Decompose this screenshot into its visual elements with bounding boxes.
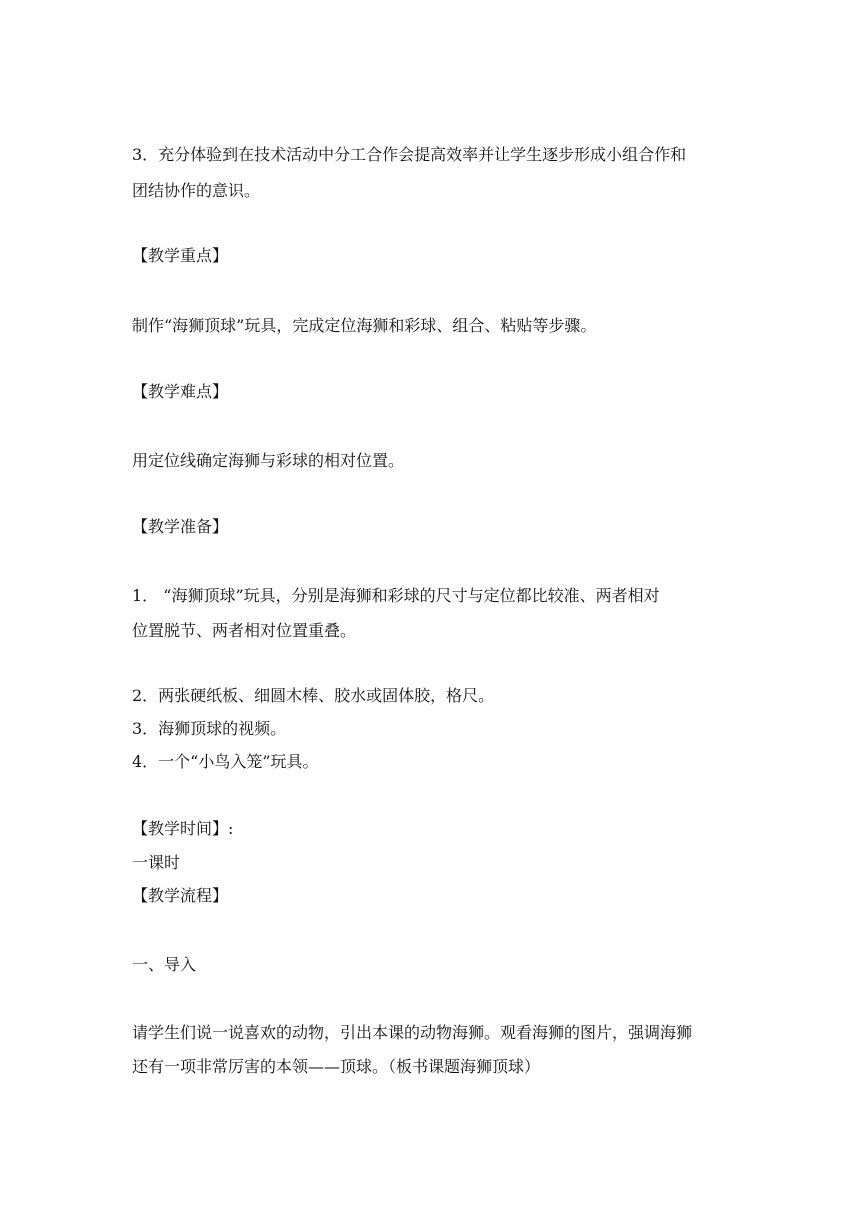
introduction-text-line-1: 请学生们说一说喜欢的动物，引出本课的动物海狮。观看海狮的图片，强调海狮 — [132, 1023, 693, 1042]
preparation-item-1-line-1: 1． “海狮顶球”玩具，分别是海狮和彩球的尺寸与定位都比较准、两者相对 — [132, 586, 660, 605]
heading-teaching-time: 【教学时间】: — [132, 819, 234, 838]
heading-teaching-difficulty: 【教学难点】 — [132, 382, 229, 401]
preparation-item-1-line-2: 位置脱节、两者相对位置重叠。 — [132, 621, 357, 640]
objective-3-line-2: 团结协作的意识。 — [132, 181, 261, 200]
teaching-difficulty-text: 用定位线确定海狮与彩球的相对位置。 — [132, 451, 405, 470]
objective-3-line-1: 3．充分体验到在技术活动中分工合作会提高效率并让学生逐步形成小组合作和 — [132, 145, 687, 164]
heading-teaching-preparation: 【教学准备】 — [132, 517, 229, 536]
introduction-text-line-2: 还有一项非常厉害的本领——顶球。（板书课题海狮顶球） — [132, 1057, 541, 1076]
preparation-item-4: 4．一个“小鸟入笼”玩具。 — [132, 752, 319, 771]
teaching-focus-text: 制作“海狮顶球”玩具，完成定位海狮和彩球、组合、粘贴等步骤。 — [132, 316, 597, 335]
heading-teaching-process: 【教学流程】 — [132, 886, 229, 905]
heading-teaching-focus: 【教学重点】 — [132, 246, 229, 265]
preparation-item-2: 2．两张硬纸板、细圆木棒、胶水或固体胶，格尺。 — [132, 686, 495, 705]
section-introduction-title: 一、导入 — [132, 955, 197, 974]
preparation-item-3: 3．海狮顶球的视频。 — [132, 719, 287, 738]
teaching-time-text: 一课时 — [132, 853, 181, 872]
